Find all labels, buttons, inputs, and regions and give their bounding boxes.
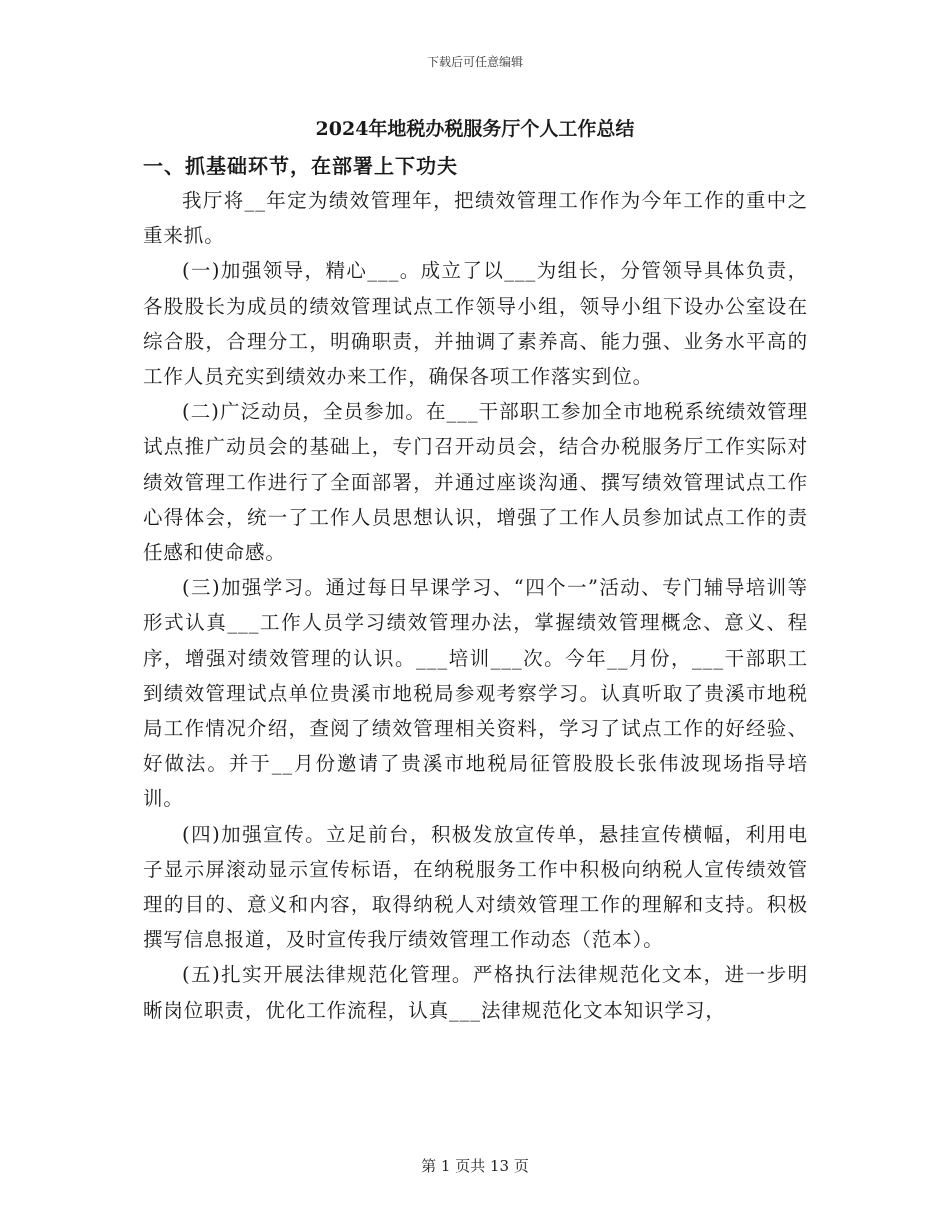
paragraph: 我厅将__年定为绩效管理年，把绩效管理工作作为今年工作的重中之重来抓。 [143,189,808,248]
paragraph: (二)广泛动员，全员参加。在___干部职工参加全市地税系统绩效管理试点推广动员会的基础上，专门召开动员会，结合办税服务厅工作实际对绩效管理工作进行了全面部署，并通过座谈沟通、撰写绩效管理试点工作心得体会，统一了工作人员思想认识，增强了工作人员参加试点工作的责任感和使命感。 [143,400,808,565]
paragraph: (三)加强学习。通过每日早课学习、“四个一”活动、专门辅导培训等形式认真___工作人员学习绩效管理办法，掌握绩效管理概念、意义、程序，增强对绩效管理的认识。___培训___次。今年__月份，___干部职工到绩效管理试点单位贵溪市地税局参观考察学习。认真听取了贵溪市地税局工作情况介绍，查阅了绩效管理相关资料，学习了试点工作的好经验、好做法。并于__月份邀请了贵溪市地税局征管股股长张伟波现场指导培训。 [143,576,808,811]
paragraph: (四)加强宣传。立足前台，积极发放宣传单，悬挂宣传横幅，利用电子显示屏滚动显示宣传标语，在纳税服务工作中积极向纳税人宣传绩效管理的目的、意义和内容，取得纳税人对绩效管理工作的理解和支持。积极撰写信息报道，及时宣传我厅绩效管理工作动态（范本）。 [143,822,808,952]
page-number-footer: 第 1 页共 13 页 [421,1157,529,1175]
document-body [143,183,808,1028]
document-title: 2024年地税办税服务厅个人工作总结 [315,118,635,140]
section-heading: 一、抓基础环节，在部署上下功夫 [143,154,458,178]
page-header-note: 下载后可任意编辑 [426,55,523,69]
paragraph: (一)加强领导，精心___。成立了以___为组长，分管领导具体负责，各股股长为成员的绩效管理试点工作领导小组，领导小组下设办公室设在综合股，合理分工，明确职责，并抽调了素养高、能力强、业务水平高的工作人员充实到绩效办来工作，确保各项工作落实到位。 [143,259,808,389]
paragraph: (五)扎实开展法律规范化管理。严格执行法律规范化文本，进一步明晰岗位职责，优化工作流程，认真___法律规范化文本知识学习， [143,963,808,1022]
